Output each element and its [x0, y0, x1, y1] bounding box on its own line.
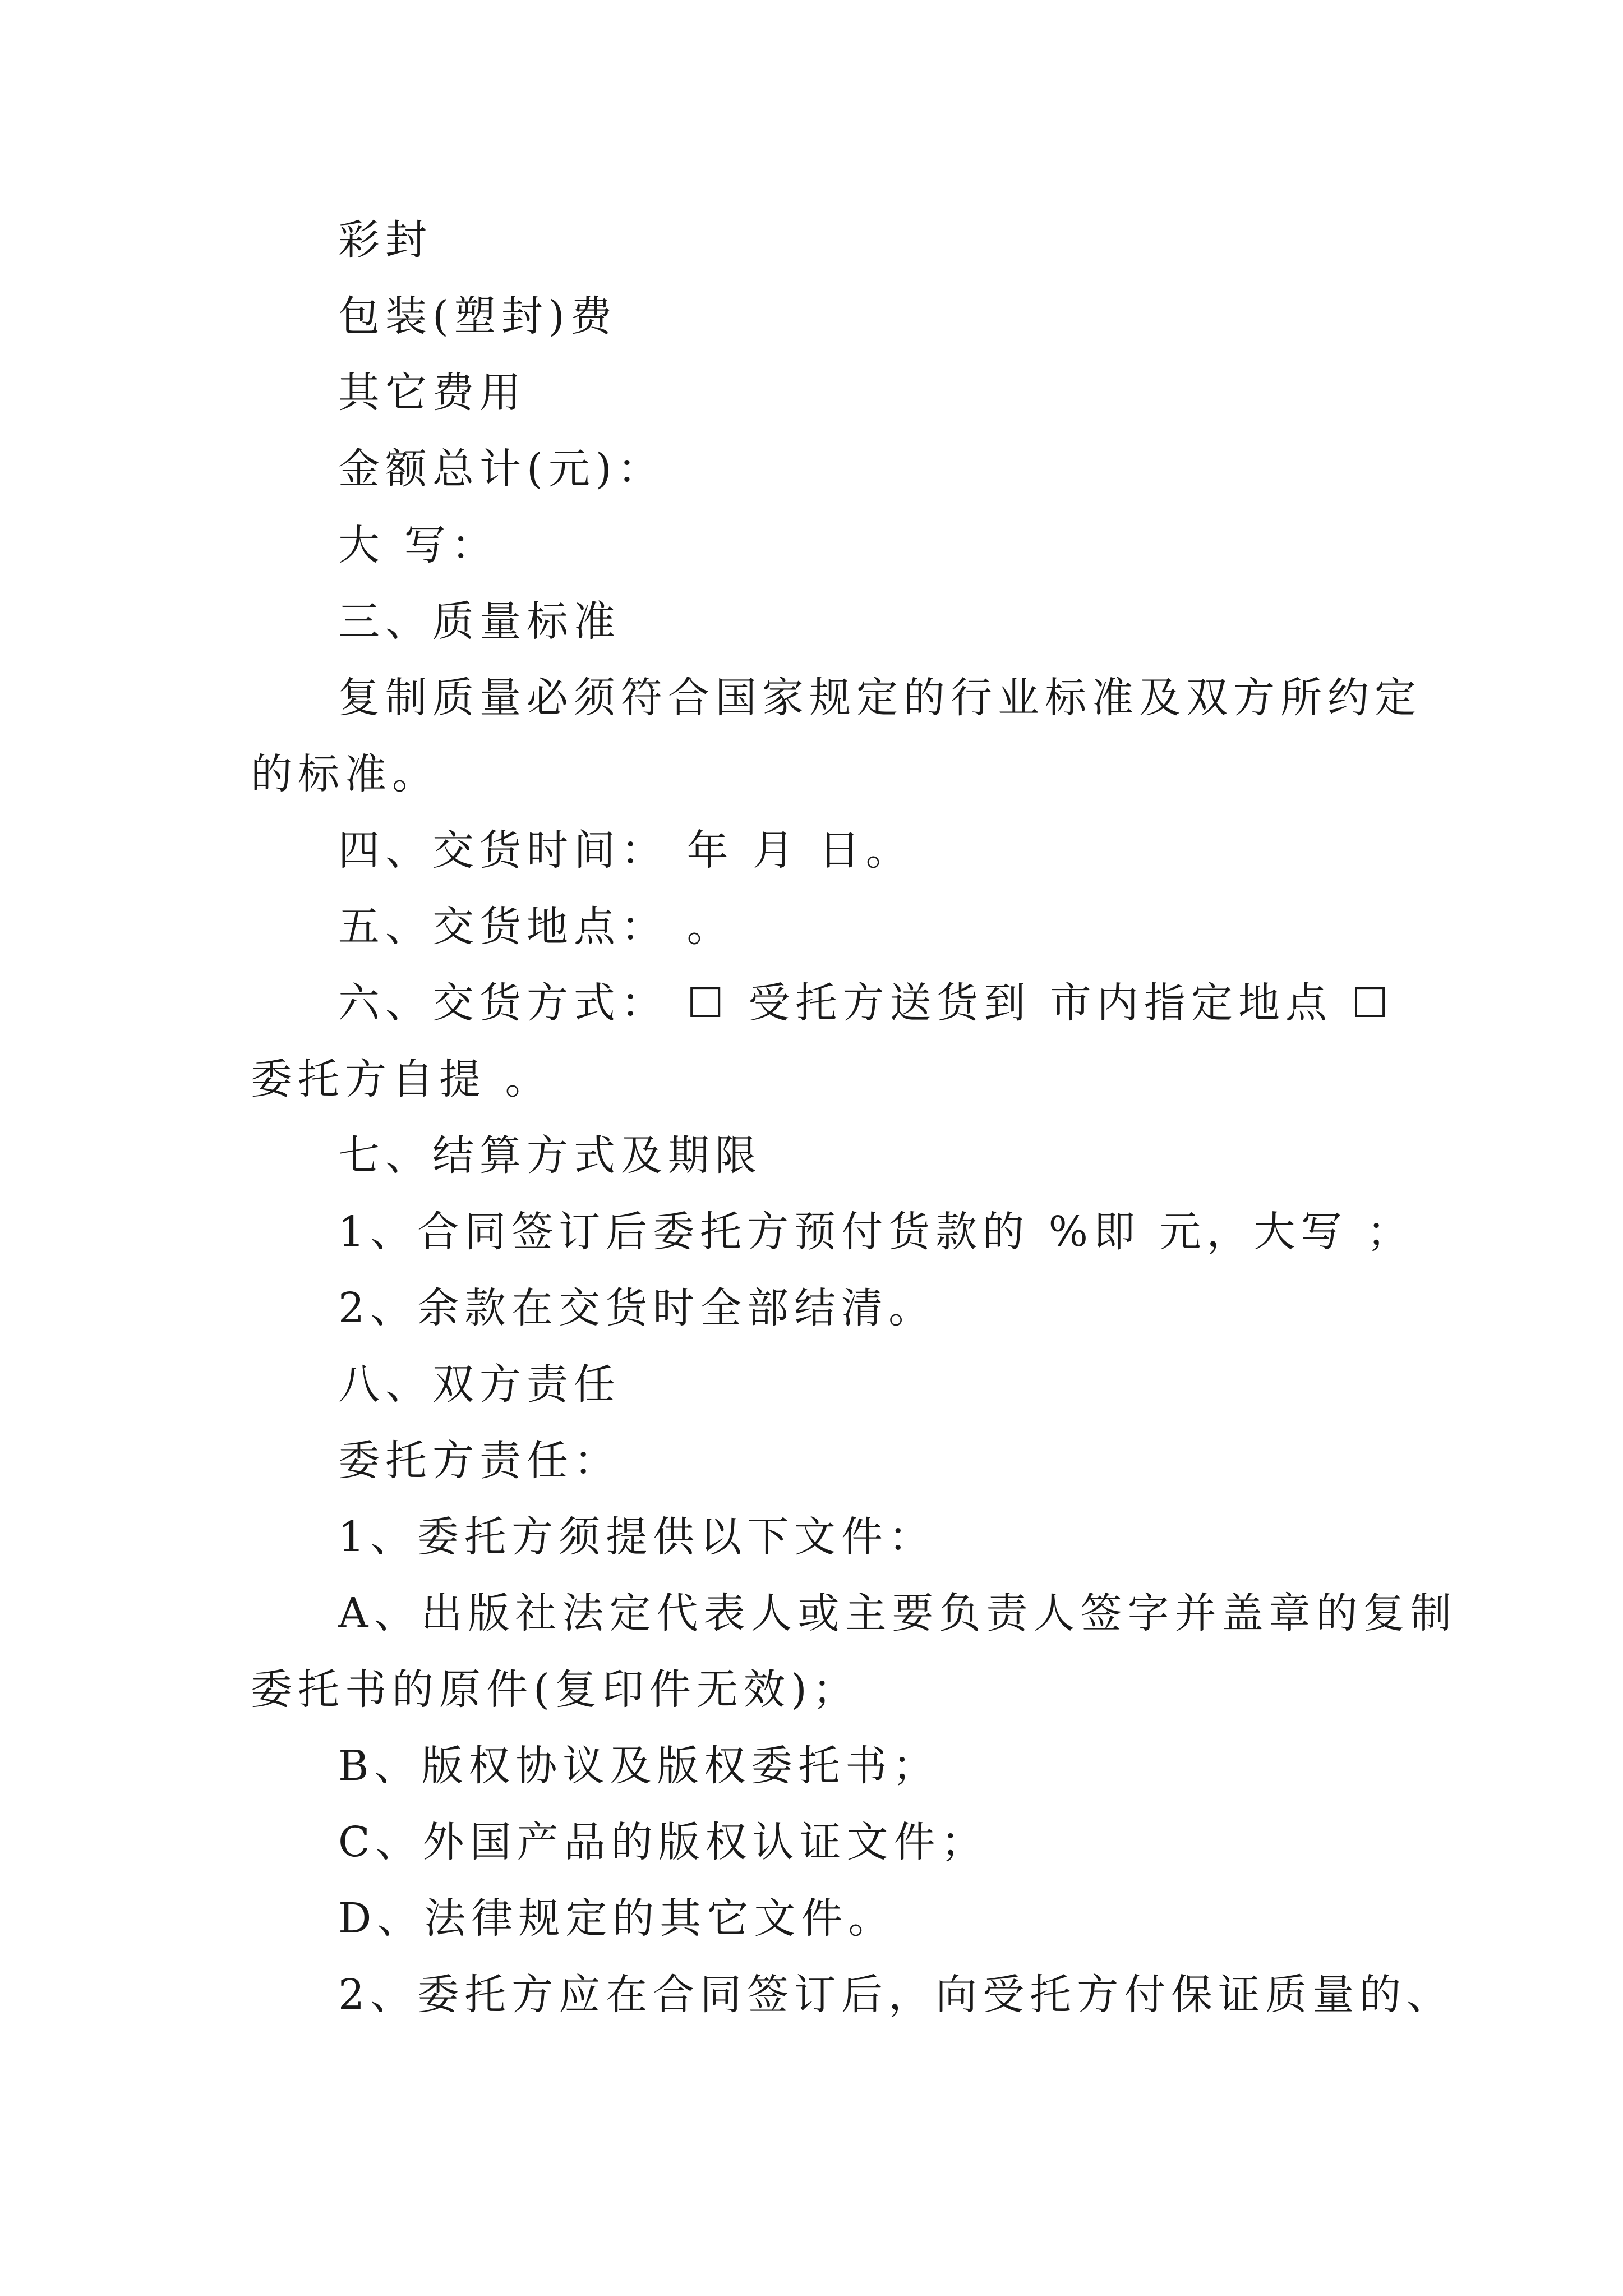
doc-line-11: 六、交货方式： ☐ 受托方送货到 市内指定地点 ☐	[338, 979, 1394, 1027]
doc-line-7: 复制质量必须符合国家规定的行业标准及双方所约定	[338, 674, 1422, 722]
doc-line-16: 八、双方责任	[338, 1360, 621, 1409]
doc-line-19: A、出版社法定代表人或主要负责人签字并盖章的复制	[338, 1589, 1458, 1637]
doc-line-1: 彩封	[338, 216, 432, 264]
doc-line-21: B、版权协议及版权委托书；	[338, 1742, 940, 1790]
doc-line-24: 2、委托方应在合同签订后，向受托方付保证质量的、	[338, 1971, 1454, 2019]
doc-line-12: 委托方自提 。	[251, 1055, 552, 1103]
doc-line-14: 1、合同签订后委托方预付货款的 %即 元，大写 ；	[338, 1208, 1414, 1256]
doc-line-22: C、外国产品的版权认证文件；	[338, 1818, 988, 1866]
doc-line-17: 委托方责任：	[338, 1437, 621, 1485]
doc-line-9: 四、交货时间： 年 月 日。	[338, 826, 913, 875]
doc-line-15: 2、余款在交货时全部结清。	[338, 1284, 936, 1332]
doc-line-18: 1、委托方须提供以下文件：	[338, 1513, 936, 1561]
doc-line-4: 金额总计(元)：	[338, 445, 665, 493]
doc-line-8: 的标准。	[251, 750, 439, 798]
doc-line-6: 三、质量标准	[338, 597, 621, 646]
doc-line-3: 其它费用	[338, 369, 527, 417]
doc-line-23: D、法律规定的其它文件。	[338, 1894, 896, 1943]
doc-line-5: 大 写：	[338, 521, 499, 569]
doc-line-13: 七、结算方式及期限	[338, 1131, 762, 1180]
doc-line-2: 包装(塑封)费	[338, 292, 617, 341]
doc-line-20: 委托书的原件(复印件无效)；	[251, 1665, 860, 1714]
doc-line-10: 五、交货地点： 。	[338, 903, 734, 951]
